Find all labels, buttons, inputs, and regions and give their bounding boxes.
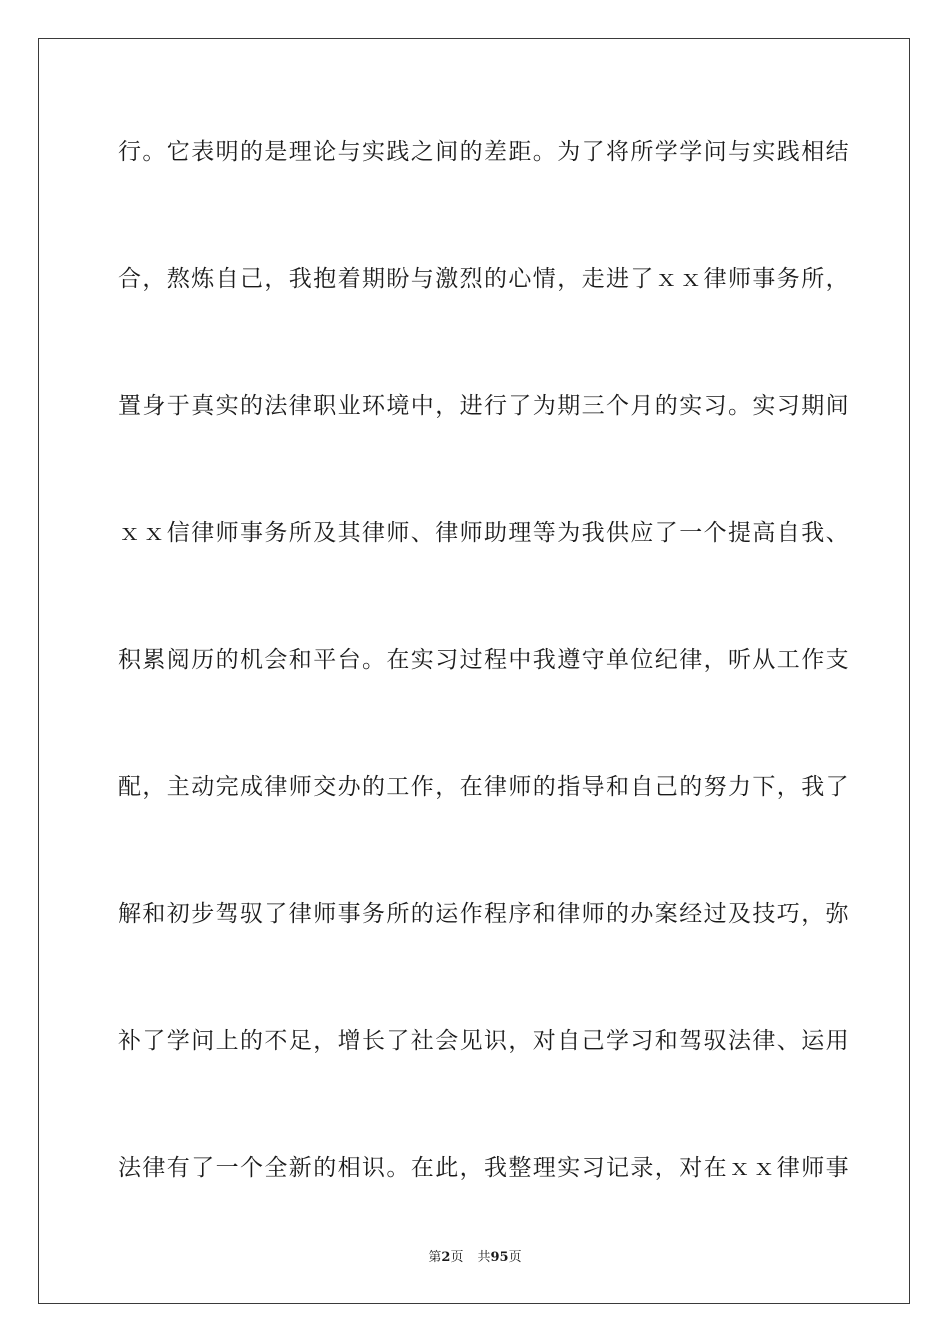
text-line: 积累阅历的机会和平台。在实习过程中我遵守单位纪律，听从工作支: [118, 647, 850, 673]
page-label-suffix: 页: [450, 1250, 464, 1265]
total-label-prefix: 共: [477, 1250, 491, 1265]
text-line: ｘｘ信律师事务所及其律师、律师助理等为我供应了一个提高自我、: [118, 520, 850, 546]
text-line: 补了学问上的不足，增长了社会见识，对自己学习和驾驭法律、运用: [118, 1028, 850, 1054]
text-line: 合，熬炼自己，我抱着期盼与激烈的心情，走进了ｘｘ律师事务所，: [118, 266, 850, 292]
text-line: 行。它表明的是理论与实践之间的差距。为了将所学学问与实践相结: [118, 139, 850, 165]
text-line: 解和初步驾驭了律师事务所的运作程序和律师的办案经过及技巧，弥: [118, 901, 850, 927]
page-footer: [0, 1246, 950, 1265]
total-pages: 95: [490, 1250, 509, 1265]
page-number: 2: [441, 1250, 451, 1265]
text-line: 法律有了一个全新的相识。在此，我整理实习记录，对在ｘｘ律师事: [118, 1155, 850, 1181]
document-body: [118, 122, 850, 1265]
text-line: 配，主动完成律师交办的工作，在律师的指导和自己的努力下，我了: [118, 774, 850, 800]
total-label-suffix: 页: [508, 1250, 522, 1265]
page-label-prefix: 第: [428, 1250, 442, 1265]
text-line: 置身于真实的法律职业环境中，进行了为期三个月的实习。实习期间: [118, 393, 850, 419]
